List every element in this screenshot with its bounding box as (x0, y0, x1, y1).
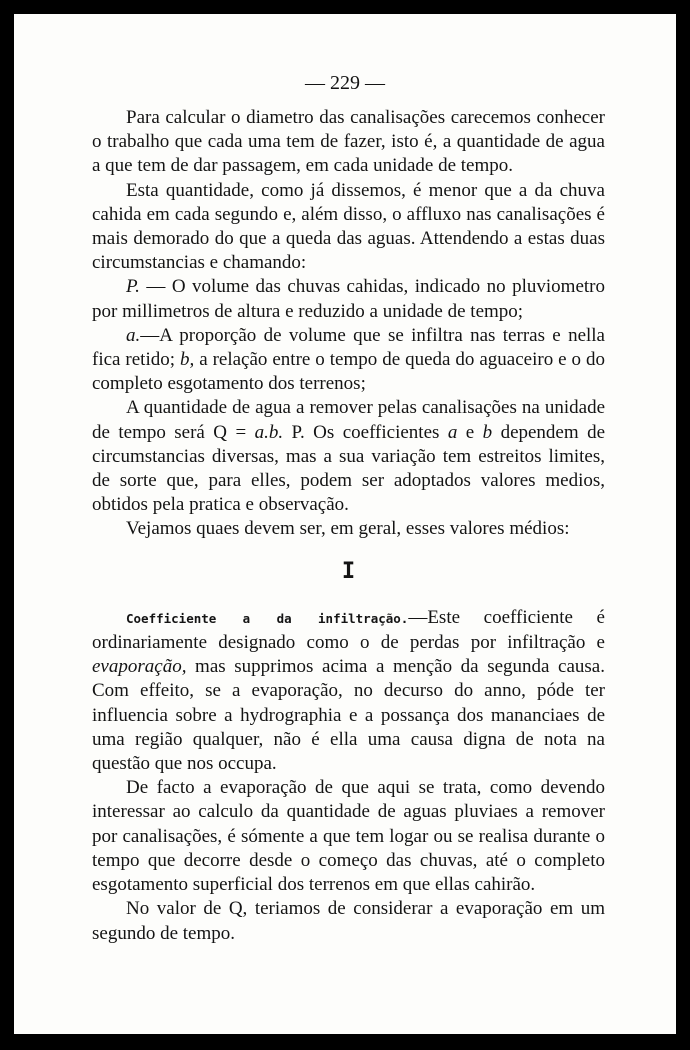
paragraph-coefficiente (92, 606, 605, 776)
paragraph-diametro: Para calcular o diametro das canalisações carecemos conhecer o trabalho que cada uma tem de fazer, isto é, a quantidade de agua a que tem de dar passagem, em cada unidade de tempo. (92, 107, 605, 177)
paragraph-quantidade: Esta quantidade, como já dissemos, é menor que a da chuva cahida em cada segundo e, além disso, o affluxo nas canalisações é mais demorado do que a queda das aguas. Attendendo a estas duas circumstancias e chamando: (92, 179, 605, 274)
coef-text-2: mas supprimos acima a menção da segunda causa. Com effeito, se a evaporação, no decurso do anno, póde ter influencia sobre a hydrographia e a possança dos mananciaes de uma região qualquer, não é ella uma causa digna de nota na questão que nos occupa. (92, 656, 605, 775)
page-body (92, 106, 605, 946)
evaporacao-italic: evaporação, (92, 656, 187, 678)
formula-ab: a.b. (254, 421, 284, 443)
definition-p-text: — O volume das chuvas cahidas, indicado no pluviometro por millimetros de altura e reduzido a unidade de tempo; (92, 276, 605, 322)
paragraph-valor-q: No valor de Q, teriamos de considerar a evaporação em um segundo de tempo. (92, 898, 605, 944)
paragraph-formula (92, 396, 605, 517)
definition-p (92, 275, 605, 323)
coef-a: a (447, 421, 458, 443)
formula-text-4: dependem de circumstancias diversas, mas a sua variação tem estreitos limites, de sorte que, para elles, podem ser adoptados valores medios, obtidos pela pratica e observação. (92, 421, 606, 516)
formula-text-2: P. Os coefficientes (283, 421, 448, 443)
definition-a-text: —A proporção de volume que se infiltra nas terras e nella fica retido; (92, 324, 605, 371)
formula-text-3: e (457, 421, 483, 443)
symbol-a: a. (126, 324, 141, 346)
paragraph-facto: De facto a evaporação de que aqui se trata, como devendo interessar ao calculo da quantidade de aguas pluviaes a remover por canalisações, é sómente a que tem logar ou se realisa durante o tempo que decorre desde o começo das chuvas, até o completo esgotamento superficial dos terrenos em que ellas cahirão. (92, 777, 605, 896)
symbol-b: b, (179, 349, 195, 371)
coef-b: b (482, 421, 493, 443)
definition-a (92, 324, 605, 397)
symbol-p: P. (126, 276, 140, 298)
paragraph-valores: Vejamos quaes devem ser, em geral, esses valores médios: (126, 518, 570, 540)
section-lead: Coefficiente a da infiltração. (126, 610, 409, 626)
formula-text-1: A quantidade de agua a remover pelas canalisações na unidade de tempo será Q = (92, 397, 605, 443)
coef-text-1: —Este coefficiente é ordinariamente designado como o de perdas por infiltração e (92, 606, 605, 654)
page-number: — 229 — (305, 72, 385, 94)
document-page (14, 14, 676, 1034)
definition-b-text: a relação entre o tempo de queda do aguaceiro e o do completo esgotamento dos terrenos; (92, 349, 605, 395)
section-mark: I (341, 558, 356, 584)
